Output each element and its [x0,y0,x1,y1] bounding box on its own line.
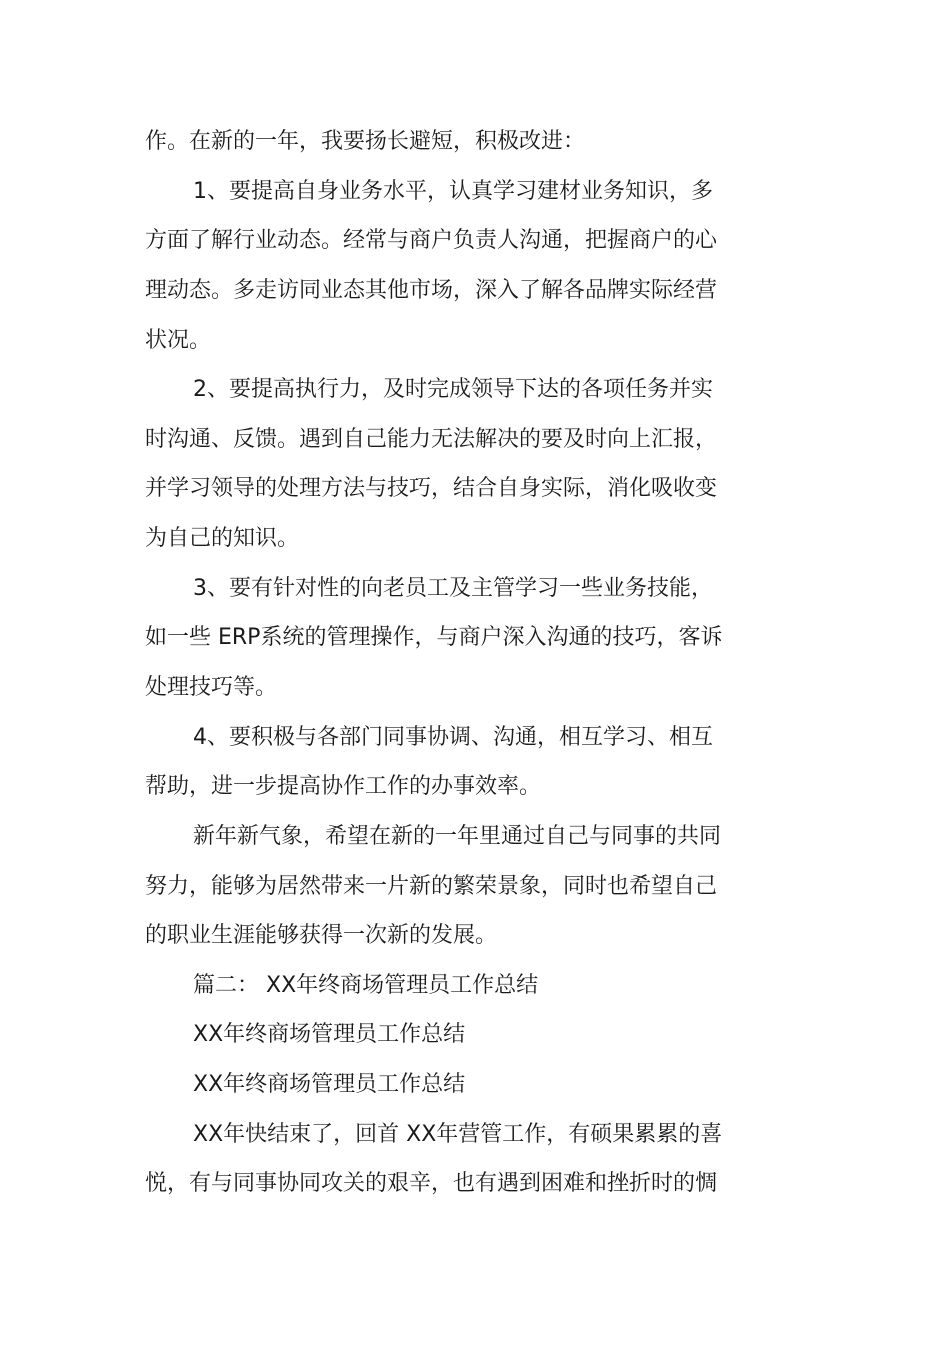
section-title: XX年终商场管理员工作总结 [193,1022,466,1047]
body-text-line: 时沟通、反馈。遇到自己能力无法解决的要及时向上汇报， [145,427,718,452]
body-text-line: 方面了解行业动态。经常与商户负责人沟通，把握商户的心 [145,228,718,253]
body-text-line: 作。在新的一年，我要扬长避短，积极改进： [145,129,586,154]
paragraph-line: XX年快结束了，回首 XX年营管工作，有硕果累累的喜 [193,1122,723,1147]
body-text-line: 如一些 ERP系统的管理操作，与商户深入沟通的技巧，客诉 [145,625,723,650]
body-text-line: 理动态。多走访同业态其他市场，深入了解各品牌实际经营 [145,278,718,303]
list-item-3-line: 3、要有针对性的向老员工及主管学习一些业务技能， [193,576,713,601]
body-text-line: 为自己的知识。 [145,526,300,551]
list-item-4-line: 4、要积极与各部门同事协调、沟通，相互学习、相互 [193,725,713,750]
list-item-2-line: 2、要提高执行力，及时完成领导下达的各项任务并实 [193,377,713,402]
body-text-line: 努力，能够为居然带来一片新的繁荣景象，同时也希望自己 [145,874,718,899]
body-text-line: 悦，有与同事协同攻关的艰辛，也有遇到困难和挫折时的惆 [145,1171,718,1196]
list-item-1-line: 1、要提高自身业务水平，认真学习建材业务知识，多 [193,179,713,204]
paragraph-line: 新年新气象，希望在新的一年里通过自己与同事的共同 [193,824,722,849]
body-text-line: 并学习领导的处理方法与技巧，结合自身实际，消化吸收变 [145,476,718,501]
body-text-line: 处理技巧等。 [145,675,278,700]
section-heading: 篇二： XX年终商场管理员工作总结 [193,973,539,998]
body-text-line: 的职业生涯能够获得一次新的发展。 [145,923,498,948]
body-text-line: 帮助，进一步提高协作工作的办事效率。 [145,774,542,799]
body-text-line: 状况。 [145,328,212,353]
section-title: XX年终商场管理员工作总结 [193,1072,466,1097]
